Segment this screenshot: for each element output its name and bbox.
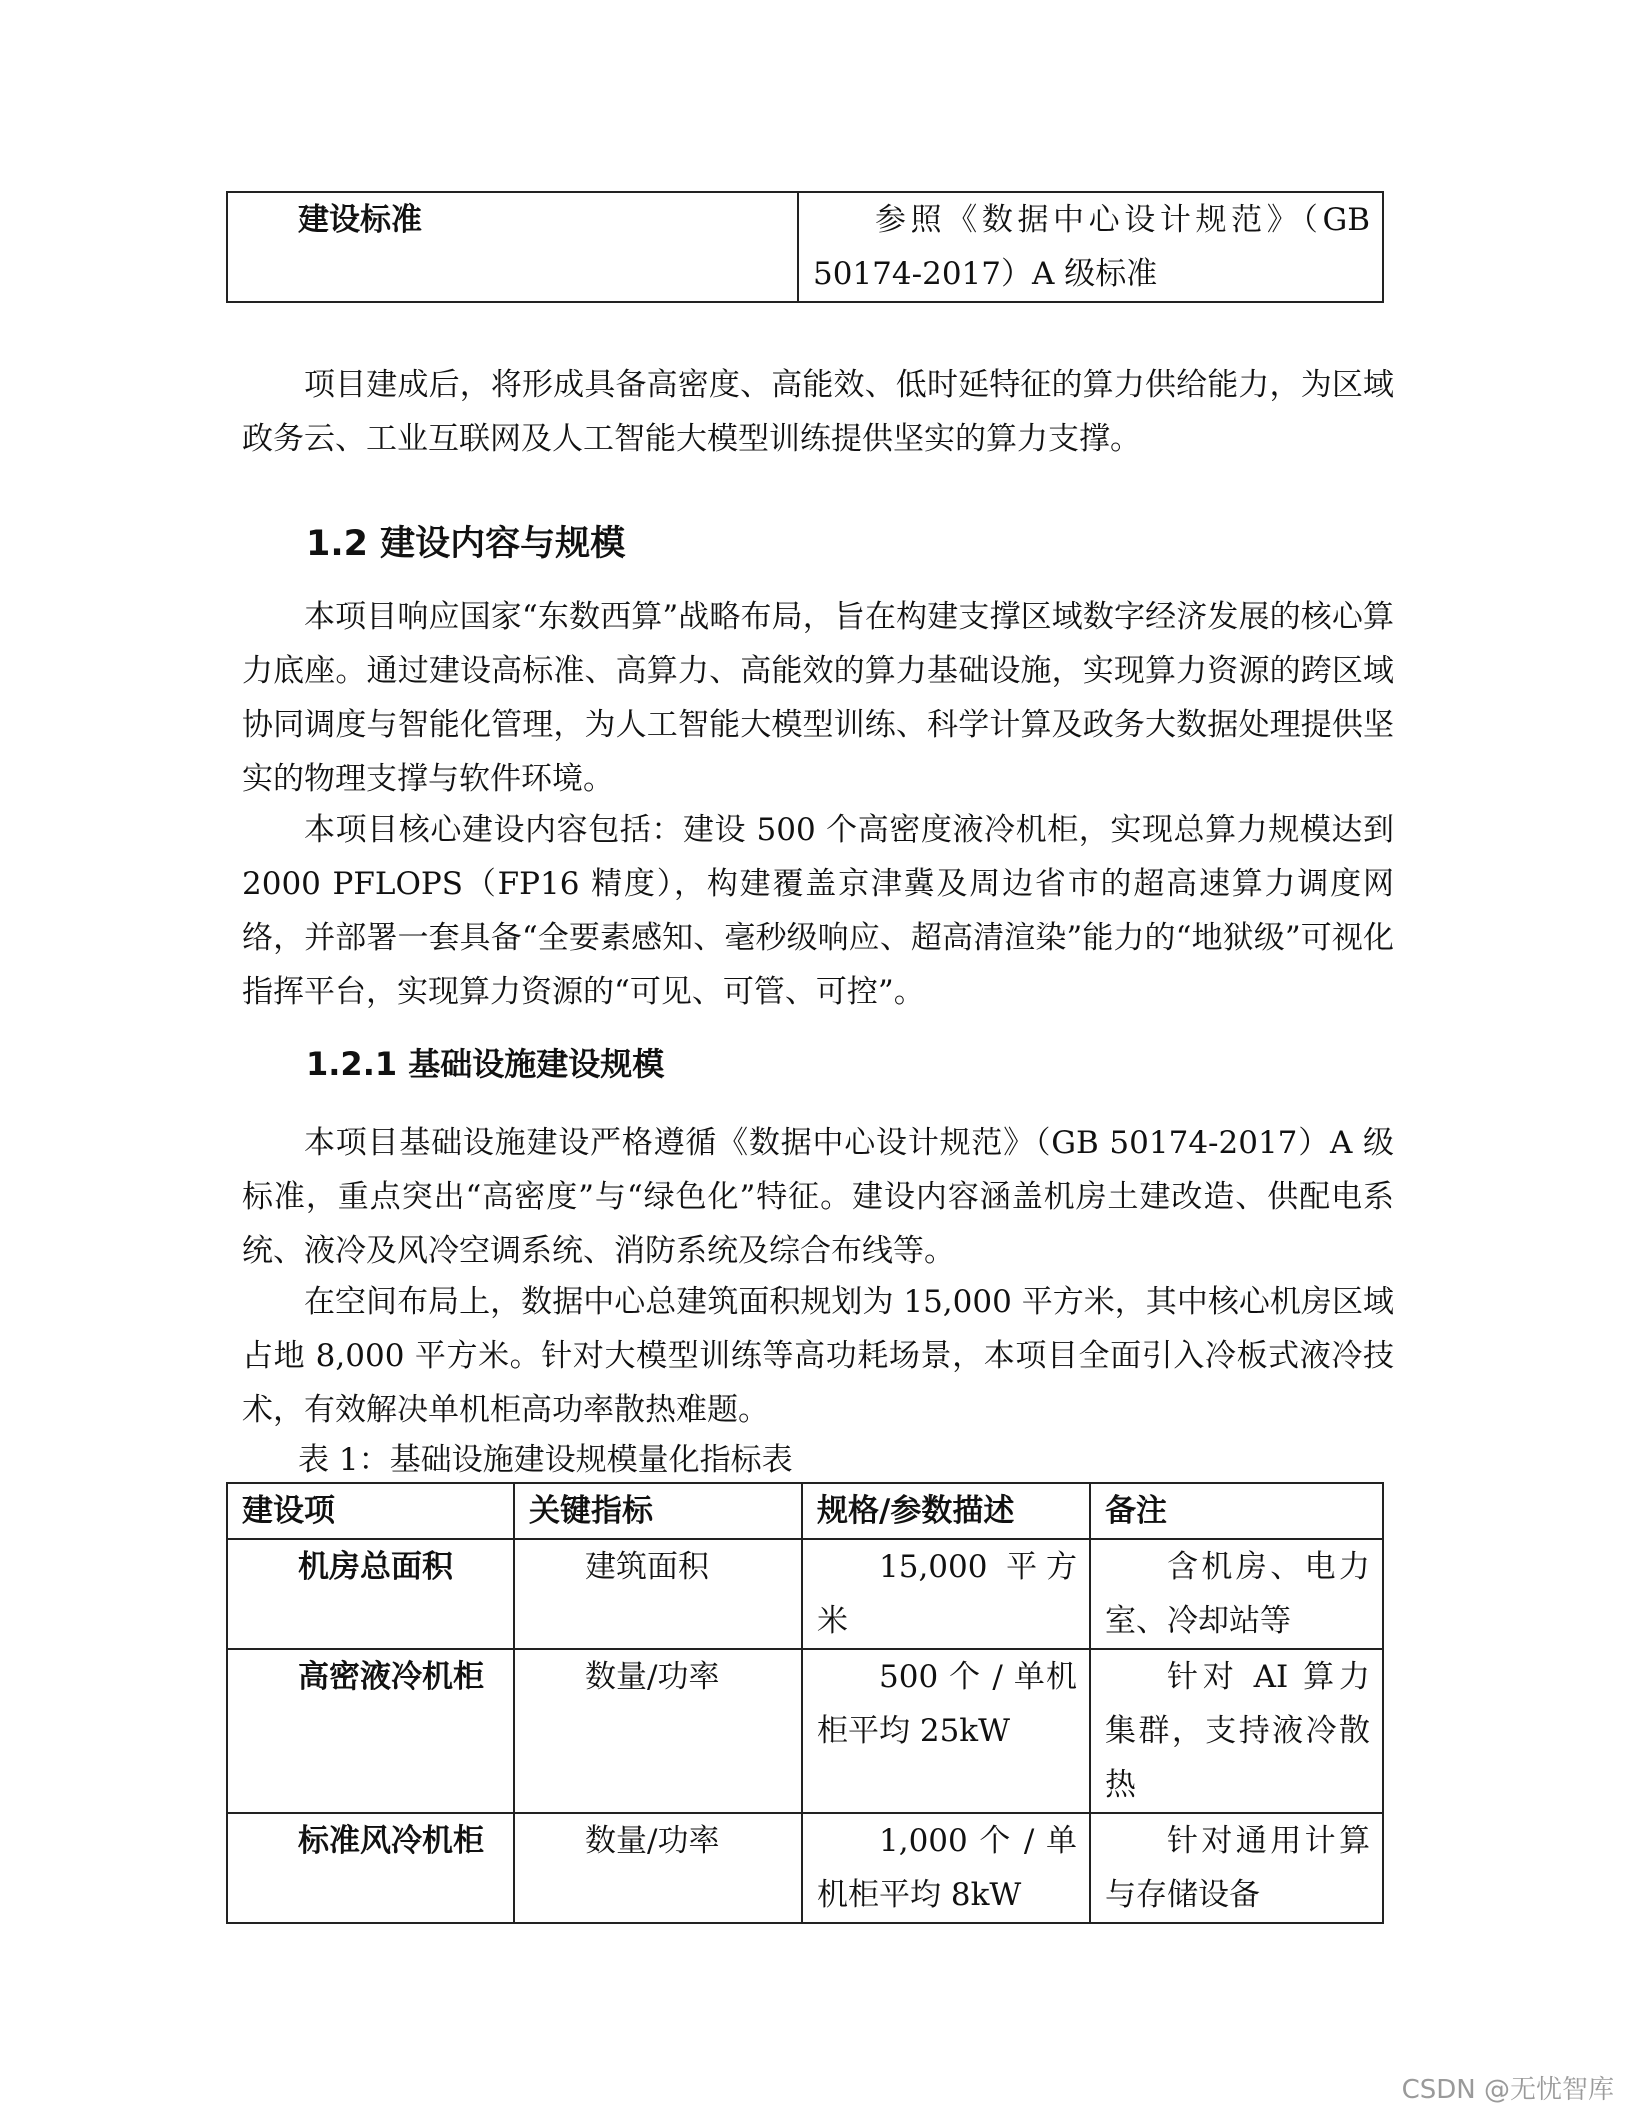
table-header-row — [227, 1483, 1383, 1539]
column-header: 关键指标 — [514, 1483, 802, 1539]
section-1-2-1-paragraph-1: 本项目基础设施建设严格遵循《数据中心设计规范》（GB 50174-2017）A 级标准，重点突出“高密度”与“绿色化”特征。建设内容涵盖机房土建改造、供配电系统、液冷及风冷空调系统、消防系统及综合布线等。 — [242, 1125, 1394, 1269]
infrastructure-table — [226, 1482, 1384, 1924]
table-row — [227, 1649, 1383, 1813]
column-header: 建设项 — [227, 1483, 514, 1539]
standard-label: 建设标准 — [227, 192, 798, 302]
table-row — [227, 1539, 1383, 1649]
column-header: 备注 — [1090, 1483, 1383, 1539]
table-cell: 1,000 个 / 单机柜平均 8kW — [802, 1813, 1090, 1923]
table-cell: 针对通用计算与存储设备 — [1090, 1813, 1383, 1923]
table-row — [227, 1813, 1383, 1923]
intro-paragraph: 项目建成后，将形成具备高密度、高能效、低时延特征的算力供给能力，为区域政务云、工业互联网及人工智能大模型训练提供坚实的算力支撑。 — [242, 367, 1394, 457]
section-heading-1-2-1: 1.2.1 基础设施建设规模 — [306, 1045, 665, 1083]
section-1-2-paragraph-2: 本项目核心建设内容包括：建设 500 个高密度液冷机柜，实现总算力规模达到 2000 PFLOPS（FP16 精度），构建覆盖京津冀及周边省市的超高速算力调度网络，并部署一套具备“全要素感知、毫秒级响应、超高清渲染”能力的“地狱级”可视化指挥平台，实现算力资源的“可见、可管、可控”。 — [242, 812, 1394, 1010]
standard-table — [226, 191, 1384, 303]
table-cell: 建筑面积 — [514, 1539, 802, 1649]
table-cell: 标准风冷机柜 — [227, 1813, 514, 1923]
table-cell: 500 个 / 单机柜平均 25kW — [802, 1649, 1090, 1813]
watermark: CSDN @无忧智库 — [1401, 2075, 1614, 2105]
column-header: 规格/参数描述 — [802, 1483, 1090, 1539]
section-heading-1-2: 1.2 建设内容与规模 — [306, 524, 626, 564]
table-caption: 表 1：基础设施建设规模量化指标表 — [298, 1442, 793, 1478]
table-cell: 高密液冷机柜 — [227, 1649, 514, 1813]
table-cell: 数量/功率 — [514, 1813, 802, 1923]
table-cell: 含机房、电力室、冷却站等 — [1090, 1539, 1383, 1649]
table-row — [227, 192, 1383, 302]
section-1-2-paragraph-1: 本项目响应国家“东数西算”战略布局，旨在构建支撑区域数字经济发展的核心算力底座。通过建设高标准、高算力、高能效的算力基础设施，实现算力资源的跨区域协同调度与智能化管理，为人工智能大模型训练、科学计算及政务大数据处理提供坚实的物理支撑与软件环境。 — [242, 599, 1394, 797]
table-cell: 数量/功率 — [514, 1649, 802, 1813]
section-1-2-1-paragraph-2: 在空间布局上，数据中心总建筑面积规划为 15,000 平方米，其中核心机房区域占地 8,000 平方米。针对大模型训练等高功耗场景，本项目全面引入冷板式液冷技术，有效解决单机柜高功率散热难题。 — [242, 1284, 1394, 1428]
table-cell: 针对 AI 算力集群，支持液冷散热 — [1090, 1649, 1383, 1813]
table-cell: 机房总面积 — [227, 1539, 514, 1649]
standard-value: 参照《数据中心设计规范》（GB 50174-2017）A 级标准 — [798, 192, 1383, 302]
table-cell: 15,000 平方米 — [802, 1539, 1090, 1649]
